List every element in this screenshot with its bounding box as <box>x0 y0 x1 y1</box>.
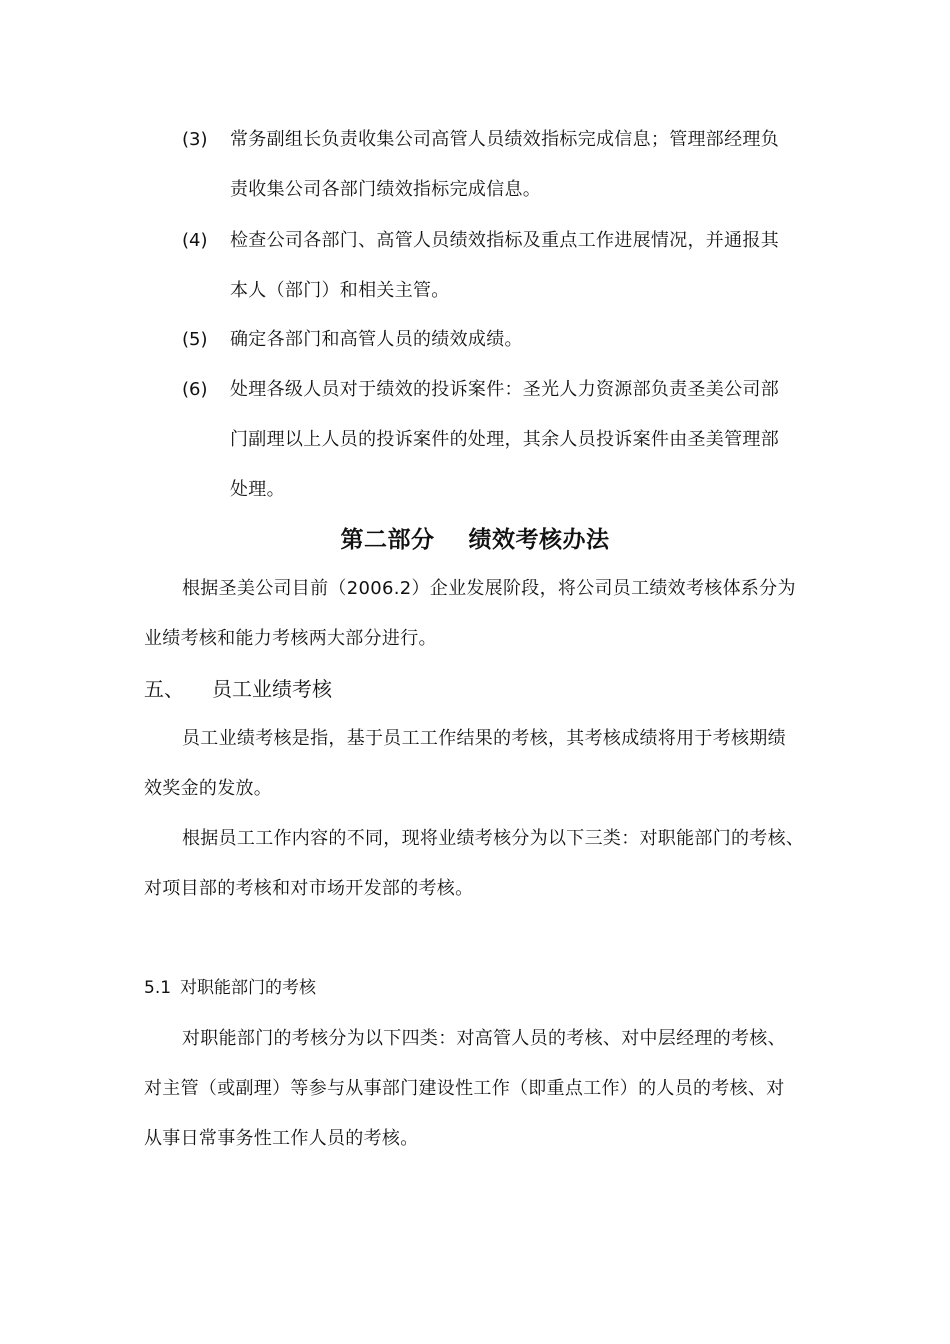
item-number: (6) <box>182 379 208 400</box>
section-paragraph-line: 员工业绩考核是指，基于员工工作结果的考核，其考核成绩将用于考核期绩 <box>182 728 786 749</box>
item-text-line: 处理。 <box>230 479 285 500</box>
subsection-paragraph-line: 对职能部门的考核分为以下四类：对高管人员的考核、对中层经理的考核、 <box>182 1028 786 1049</box>
subsection-paragraph-line: 从事日常事务性工作人员的考核。 <box>144 1128 419 1149</box>
intro-paragraph-line: 根据圣美公司目前（2006.2）企业发展阶段，将公司员工绩效考核体系分为 <box>182 578 796 599</box>
subsection-paragraph-line: 对主管（或副理）等参与从事部门建设性工作（即重点工作）的人员的考核、对 <box>144 1078 785 1099</box>
subsection-title: 对职能部门的考核 <box>180 978 316 998</box>
part-heading: 第二部分 绩效考核办法 <box>340 527 610 553</box>
item-number: (4) <box>182 230 208 251</box>
item-text-line: 确定各部门和高管人员的绩效成绩。 <box>230 329 523 350</box>
item-text-line: 本人（部门）和相关主管。 <box>230 280 450 301</box>
section-paragraph-line: 效奖金的发放。 <box>144 778 273 799</box>
item-text-line: 常务副组长负责收集公司高管人员绩效指标完成信息；管理部经理负 <box>230 129 779 150</box>
item-number: (3) <box>182 129 208 150</box>
section-number: 五、 <box>144 677 184 701</box>
item-text-line: 处理各级人员对于绩效的投诉案件：圣光人力资源部负责圣美公司部 <box>230 379 779 400</box>
item-text-line: 检查公司各部门、高管人员绩效指标及重点工作进展情况，并通报其 <box>230 230 779 251</box>
intro-paragraph-line: 业绩考核和能力考核两大部分进行。 <box>144 628 437 649</box>
subsection-number: 5.1 <box>144 978 172 998</box>
section-paragraph-line: 根据员工工作内容的不同，现将业绩考核分为以下三类：对职能部门的考核、 <box>182 828 805 849</box>
item-number: (5) <box>182 329 208 350</box>
item-text-line: 门副理以上人员的投诉案件的处理，其余人员投诉案件由圣美管理部 <box>230 429 779 450</box>
section-title: 员工业绩考核 <box>212 677 332 701</box>
item-text-line: 责收集公司各部门绩效指标完成信息。 <box>230 179 542 200</box>
section-paragraph-line: 对项目部的考核和对市场开发部的考核。 <box>144 878 474 899</box>
